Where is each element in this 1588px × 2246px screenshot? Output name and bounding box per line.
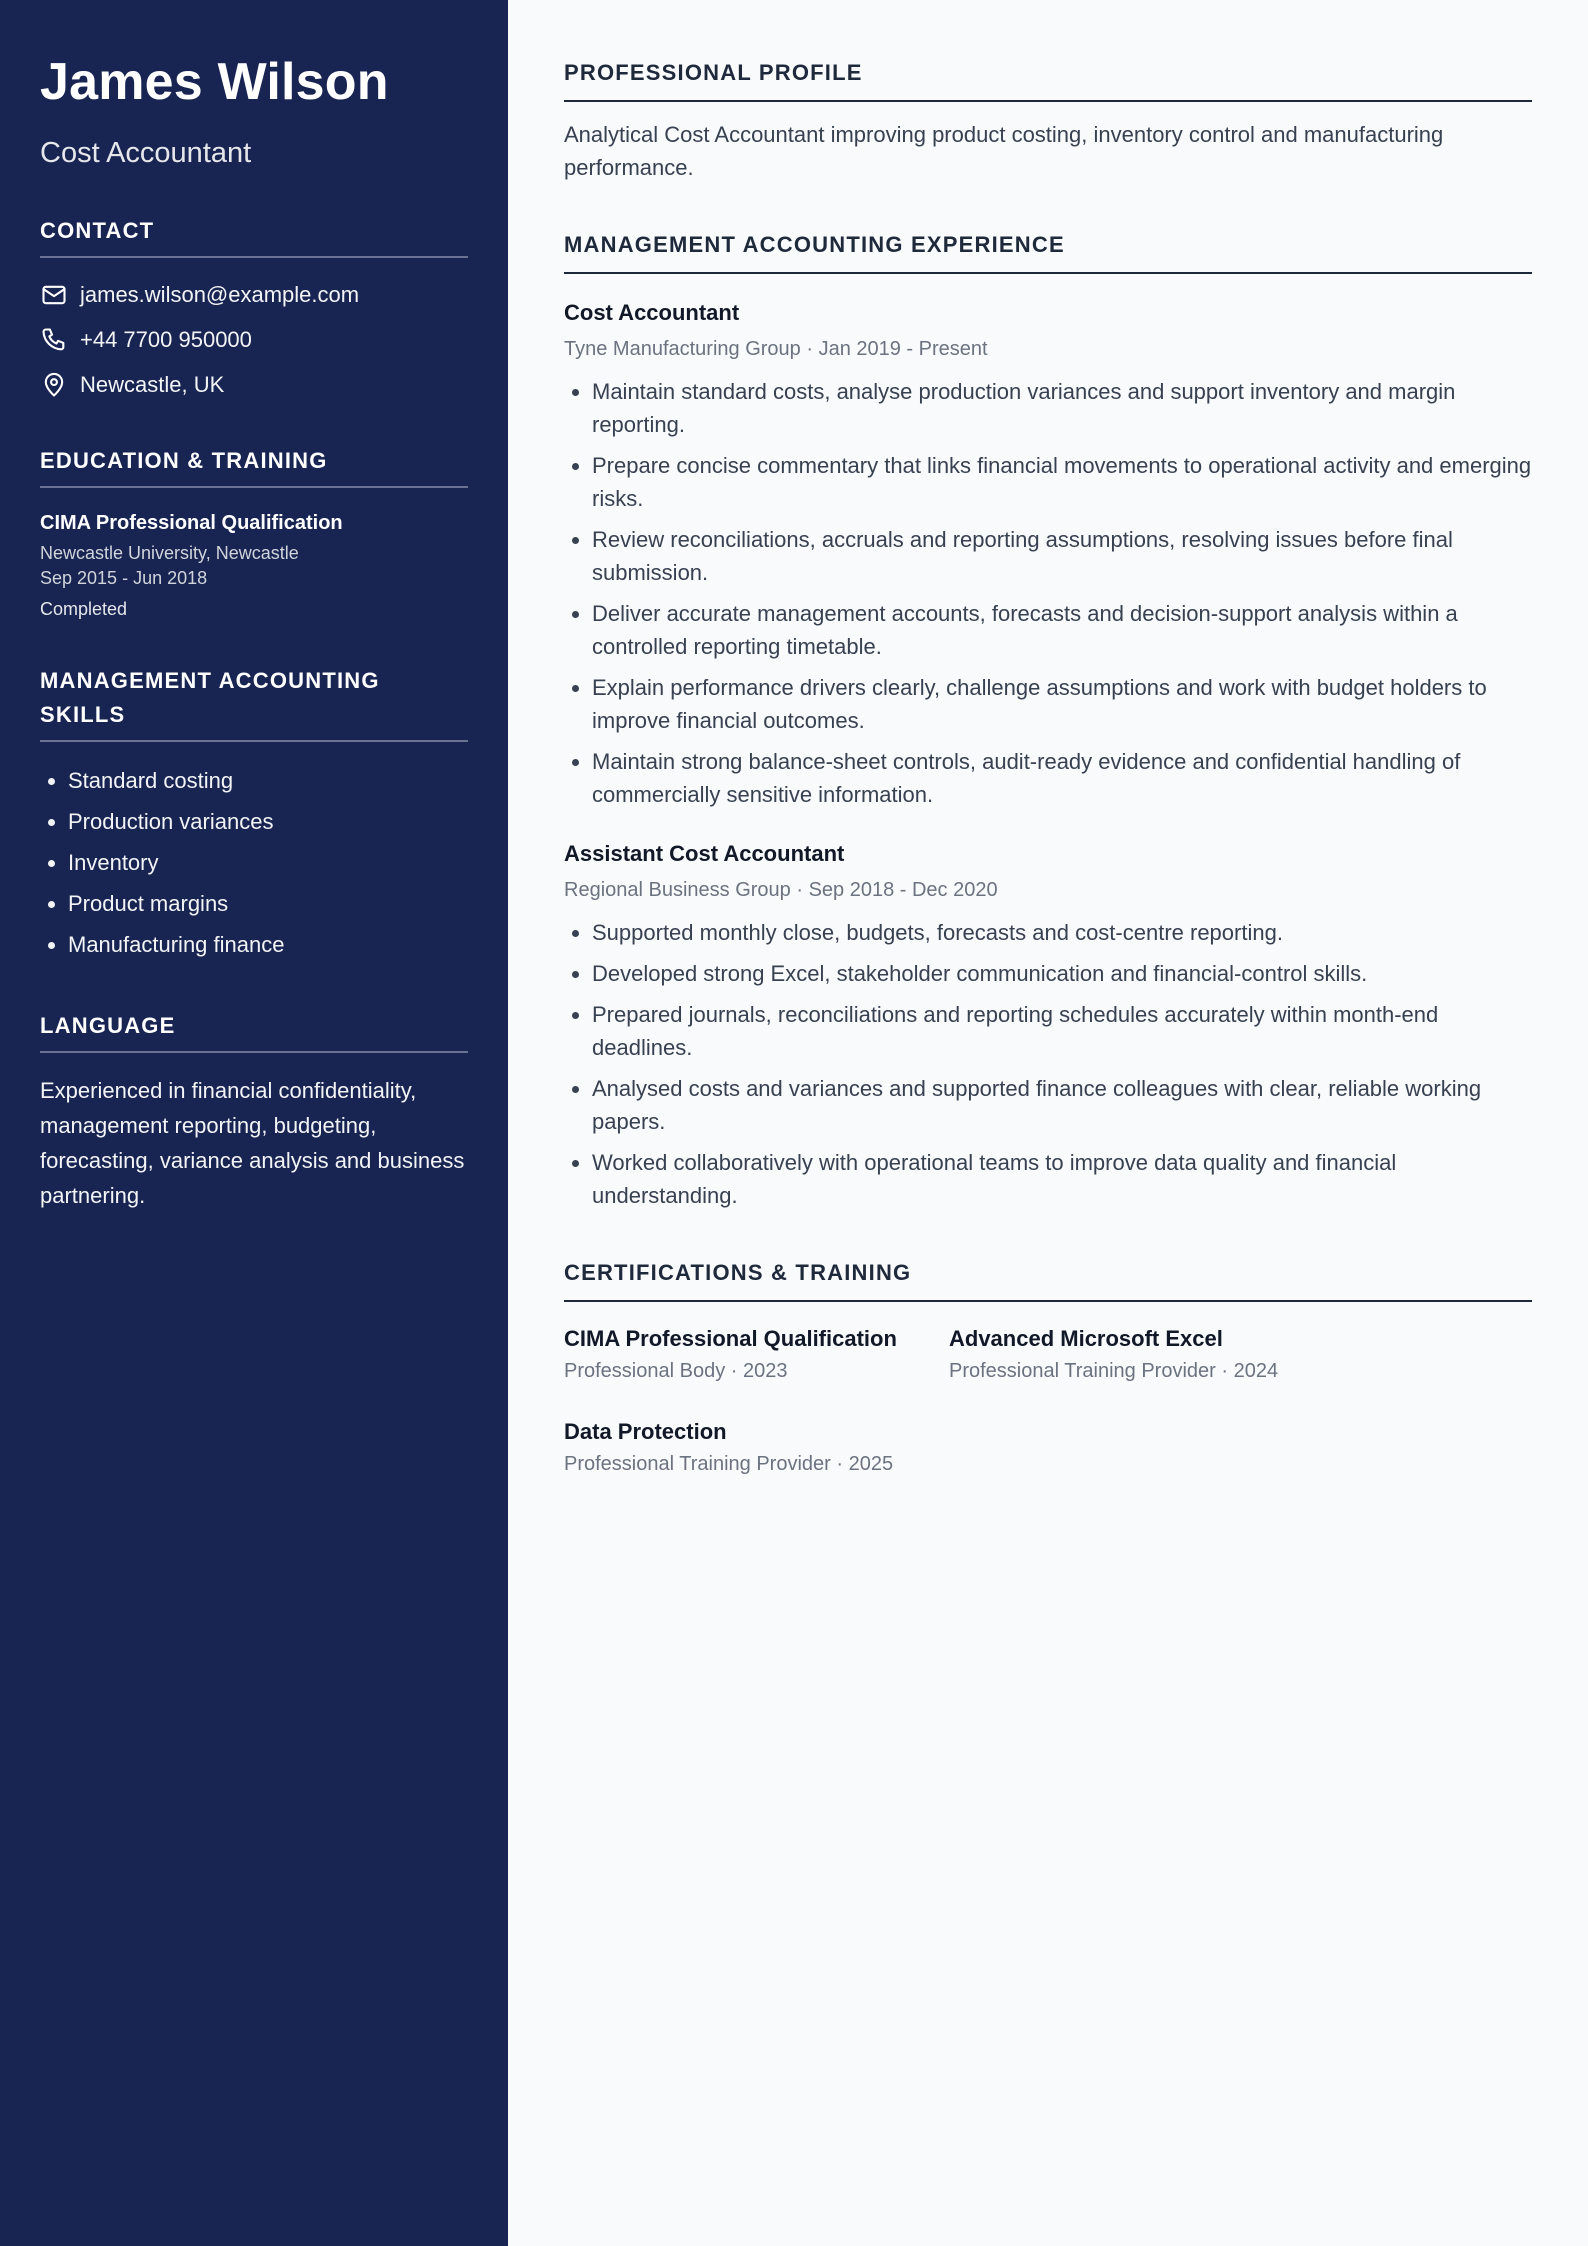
job-meta: Regional Business Group · Sep 2018 - Dec 2020 <box>564 879 998 901</box>
skills-heading: MANAGEMENT ACCOUNTING SKILLS <box>40 664 468 742</box>
list-item: • Deliver accurate management accounts, forecasts and decision-support analysis within a controlled reporting timetable. <box>592 597 1532 663</box>
certification-title: Data Protection <box>564 1419 727 1444</box>
list-item: • Inventory <box>68 842 468 883</box>
certification-item <box>564 1326 949 1383</box>
contact-email[interactable] <box>40 280 468 310</box>
contact-heading: CONTACT <box>40 214 468 258</box>
certifications-heading: CERTIFICATIONS & TRAINING <box>564 1258 1532 1302</box>
list-item: • Analysed costs and variances and supported finance colleagues with clear, reliable working papers. <box>592 1072 1532 1138</box>
job-meta: Tyne Manufacturing Group · Jan 2019 - Present <box>564 338 988 360</box>
education-status: Completed <box>40 599 128 620</box>
certification-item <box>949 1326 1334 1383</box>
contact-phone-text: +44 7700 950000 <box>80 327 252 353</box>
list-item: • Review reconciliations, accruals and reporting assumptions, resolving issues before final submission. <box>592 523 1532 589</box>
education-institution: Newcastle University, Newcastle <box>40 543 299 564</box>
certification-title: CIMA Professional Qualification <box>564 1326 897 1351</box>
list-item: • Product margins <box>68 883 468 924</box>
language-heading: LANGUAGE <box>40 1009 468 1053</box>
job-bullets <box>564 375 1532 811</box>
main-content <box>508 0 1588 2246</box>
list-item: • Manufacturing finance <box>68 924 468 965</box>
sidebar <box>0 0 508 2246</box>
certifications-section <box>564 1258 1532 1476</box>
contact-section <box>40 214 468 400</box>
list-item: • Maintain standard costs, analyse production variances and support inventory and margin reporting. <box>592 375 1532 441</box>
list-item: • Developed strong Excel, stakeholder communication and financial-control skills. <box>592 957 1532 990</box>
list-item: • Explain performance drivers clearly, challenge assumptions and work with budget holders to improve financial outcomes. <box>592 671 1532 737</box>
job-entry <box>564 300 1532 811</box>
language-section <box>40 1009 468 1213</box>
list-item: • Prepared journals, reconciliations and reporting schedules accurately within month-end deadlines. <box>592 998 1532 1064</box>
job-title: Assistant Cost Accountant <box>564 841 845 866</box>
certification-title: Advanced Microsoft Excel <box>949 1326 1223 1351</box>
list-item: • Prepare concise commentary that links financial movements to operational activity and emerging risks. <box>592 449 1532 515</box>
profile-text: Analytical Cost Accountant improving product costing, inventory control and manufacturing performance. <box>564 122 1444 180</box>
experience-heading: MANAGEMENT ACCOUNTING EXPERIENCE <box>564 230 1532 274</box>
location-pin-icon <box>40 371 68 399</box>
contact-phone[interactable] <box>40 325 468 355</box>
contact-email-text: james.wilson@example.com <box>80 282 360 308</box>
certifications-grid <box>564 1326 1532 1476</box>
contact-location <box>40 370 468 400</box>
list-item: • Worked collaboratively with operational teams to improve data quality and financial understanding. <box>592 1146 1532 1212</box>
candidate-name: James Wilson <box>40 53 389 111</box>
contact-list <box>40 280 468 400</box>
mail-icon <box>40 281 68 309</box>
skills-section <box>40 664 468 965</box>
phone-icon <box>40 326 68 354</box>
education-heading: EDUCATION & TRAINING <box>40 444 468 488</box>
list-item: • Standard costing <box>68 760 468 801</box>
certification-meta: Professional Body · 2023 <box>564 1360 788 1382</box>
list-item: • Supported monthly close, budgets, forecasts and cost-centre reporting. <box>592 916 1532 949</box>
certification-meta: Professional Training Provider · 2024 <box>949 1360 1279 1382</box>
profile-heading: PROFESSIONAL PROFILE <box>564 58 1532 102</box>
education-section <box>40 444 468 620</box>
candidate-role: Cost Accountant <box>40 137 252 170</box>
education-title: CIMA Professional Qualification <box>40 512 343 535</box>
job-bullets <box>564 916 1532 1212</box>
certification-item <box>564 1419 949 1476</box>
education-dates: Sep 2015 - Jun 2018 <box>40 568 208 589</box>
job-title: Cost Accountant <box>564 300 740 325</box>
profile-section <box>564 58 1532 184</box>
certification-meta: Professional Training Provider · 2025 <box>564 1453 894 1475</box>
language-text: Experienced in financial confidentiality, management reporting, budgeting, forecasting, variance analysis and business partnering. <box>40 1078 465 1209</box>
list-item: • Maintain strong balance-sheet controls, audit-ready evidence and confidential handling of commercially sensitive information. <box>592 745 1532 811</box>
list-item: • Production variances <box>68 801 468 842</box>
skills-list <box>40 760 468 965</box>
contact-location-text: Newcastle, UK <box>80 372 225 398</box>
job-entry <box>564 841 1532 1212</box>
experience-section <box>564 230 1532 1212</box>
